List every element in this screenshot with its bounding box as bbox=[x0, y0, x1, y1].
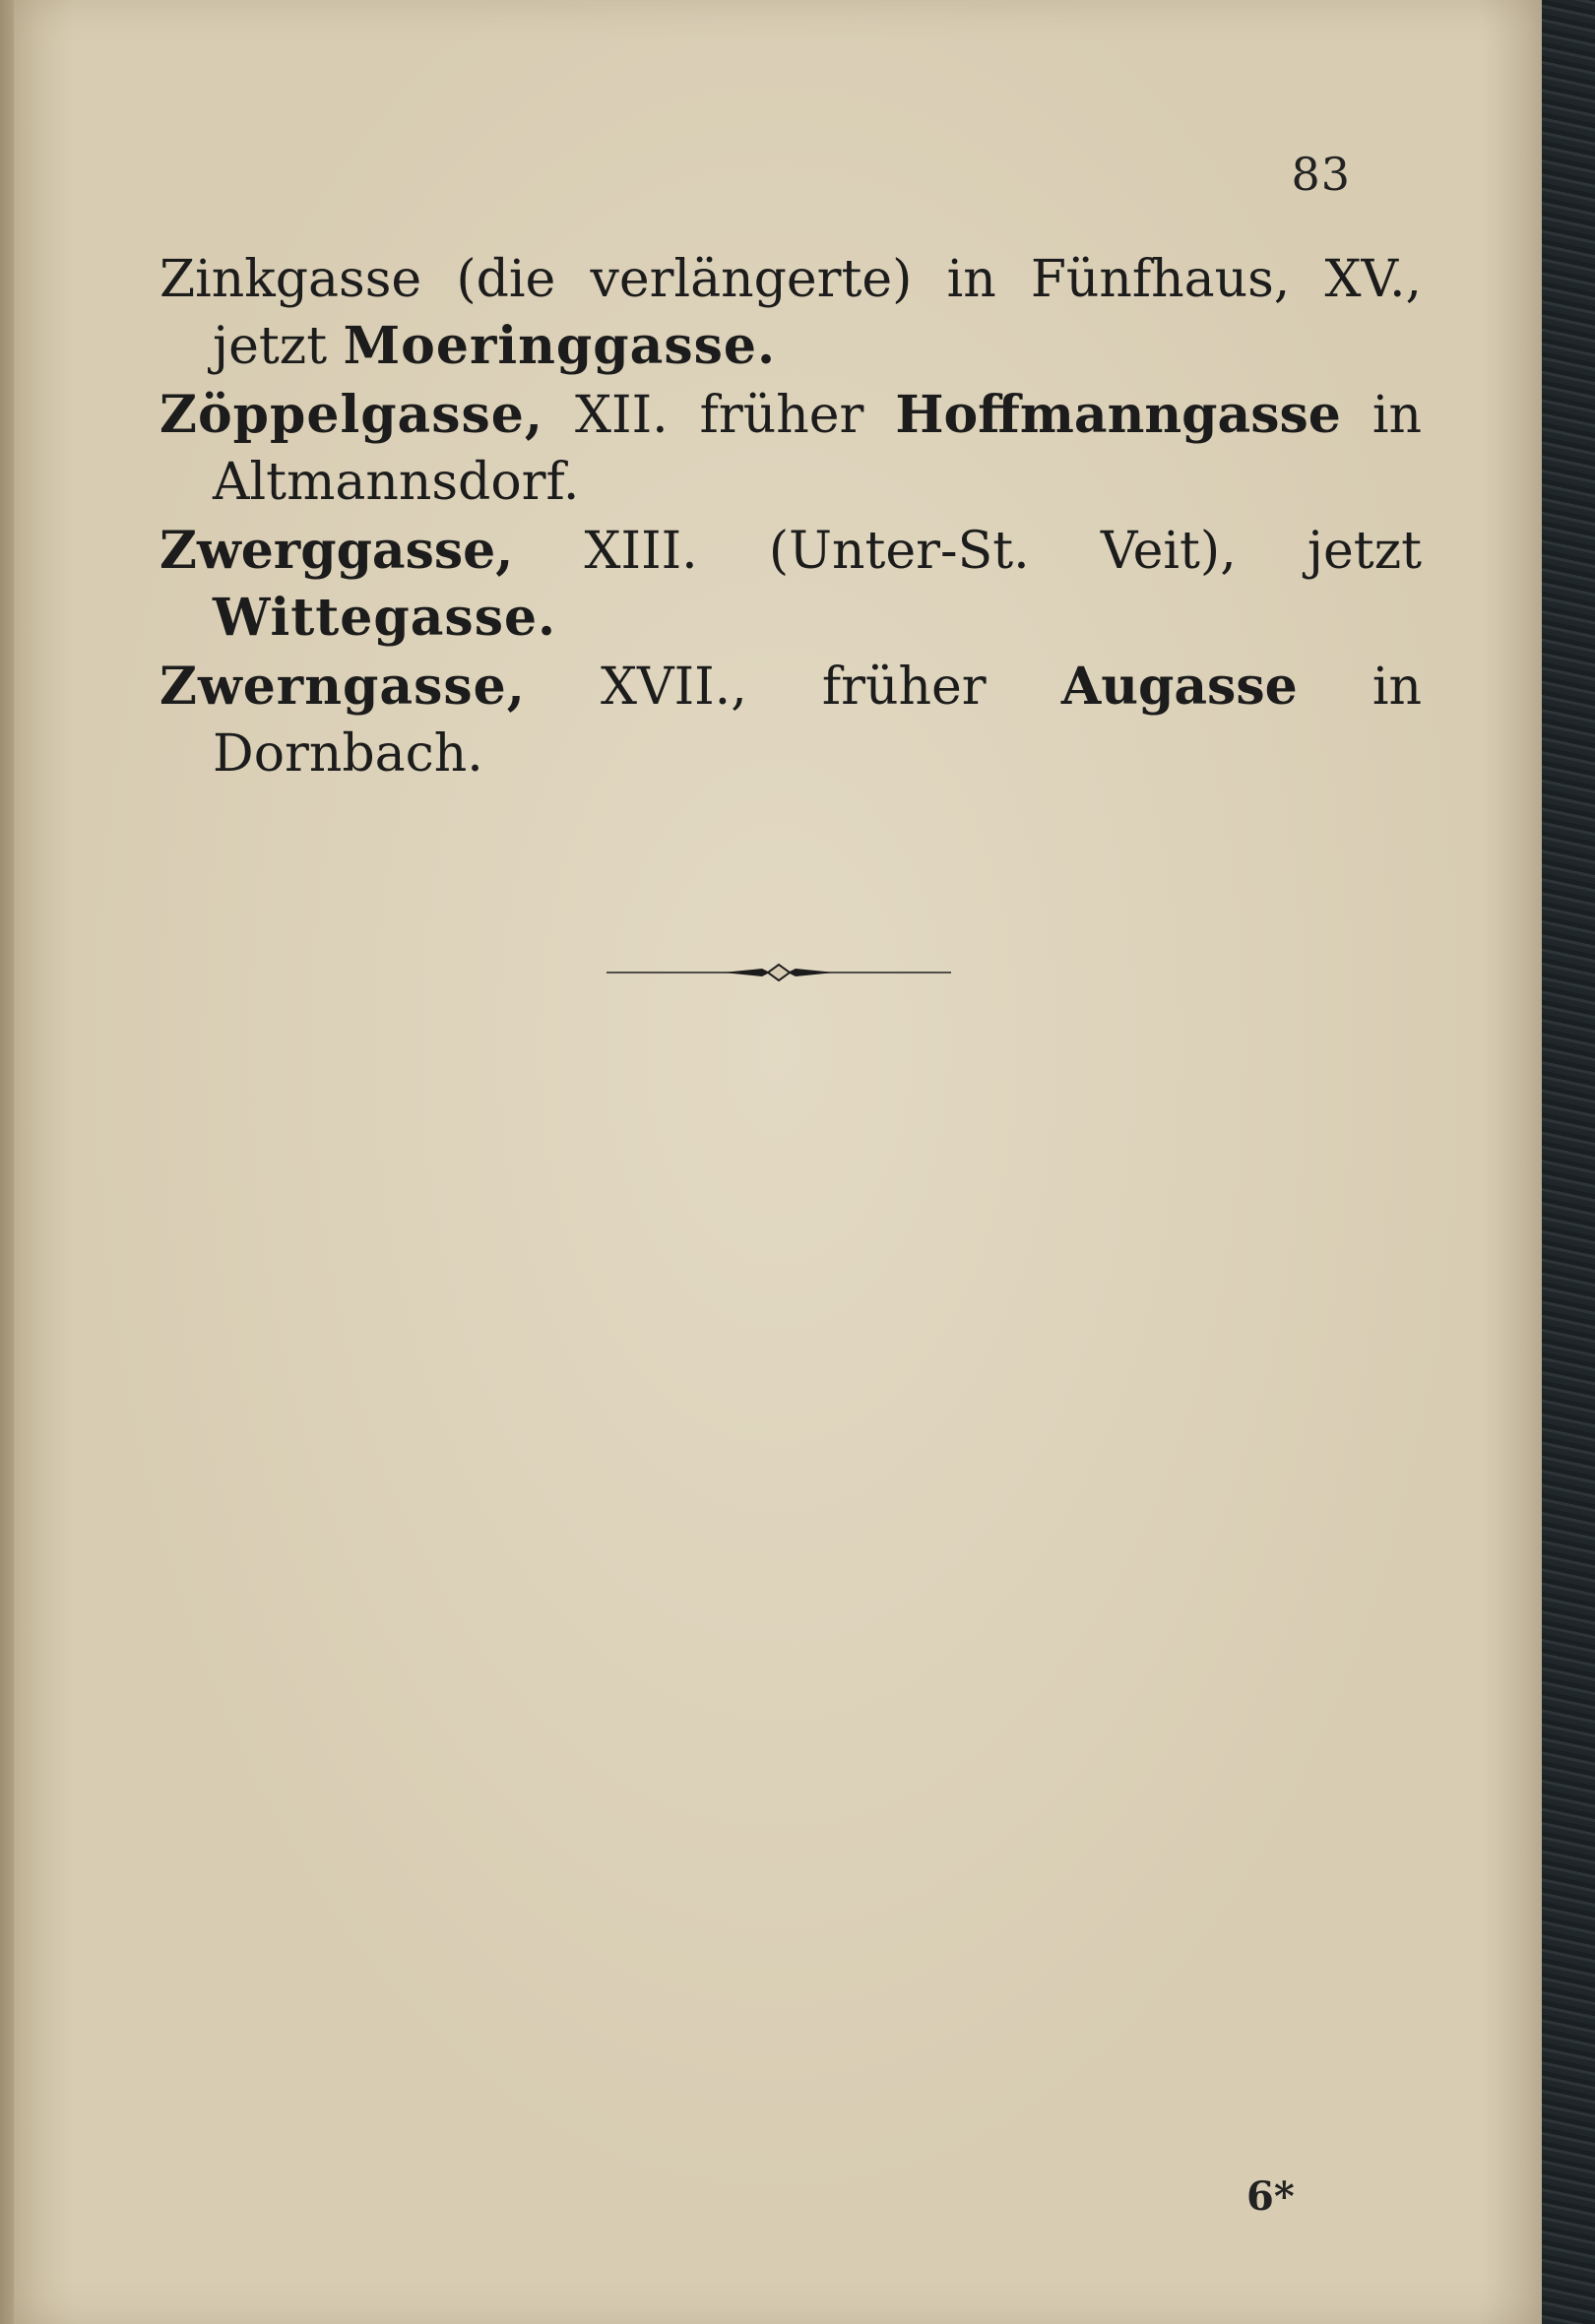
street-name: Zöppelgasse, bbox=[160, 385, 543, 445]
entry-text: in Dornbach. bbox=[213, 658, 1423, 784]
street-entry bbox=[160, 518, 1422, 652]
entry-text: (die verlängerte) in Fünfhaus, XV., jetzt bbox=[213, 250, 1422, 376]
entry-text: XVII., früher bbox=[525, 658, 1061, 717]
entry-text: XIII. (Unter-St. Veit), jetzt bbox=[513, 522, 1422, 581]
printer-signature-mark: 6* bbox=[1246, 2173, 1295, 2220]
street-name: Zinkgasse bbox=[160, 250, 422, 309]
book-page bbox=[14, 0, 1542, 2324]
entry-text: in Altmannsdorf. bbox=[213, 386, 1422, 512]
street-entry bbox=[160, 382, 1422, 516]
former-street-name: Augasse bbox=[1060, 657, 1298, 717]
street-name: Zwerngasse, bbox=[160, 657, 526, 717]
street-entry bbox=[160, 654, 1422, 787]
entry-text: XII. früher bbox=[543, 386, 896, 445]
street-entry-list bbox=[160, 246, 1422, 789]
page-number: 83 bbox=[1291, 148, 1351, 201]
book-binding bbox=[1542, 0, 1595, 2324]
new-street-name: Wittegasse. bbox=[213, 588, 557, 648]
former-street-name: Hoffmanngasse bbox=[895, 385, 1341, 445]
section-end-ornament bbox=[606, 960, 951, 985]
street-entry bbox=[160, 246, 1422, 380]
street-name: Zwerggasse, bbox=[160, 521, 514, 581]
new-street-name: Moeringgasse. bbox=[343, 316, 777, 376]
